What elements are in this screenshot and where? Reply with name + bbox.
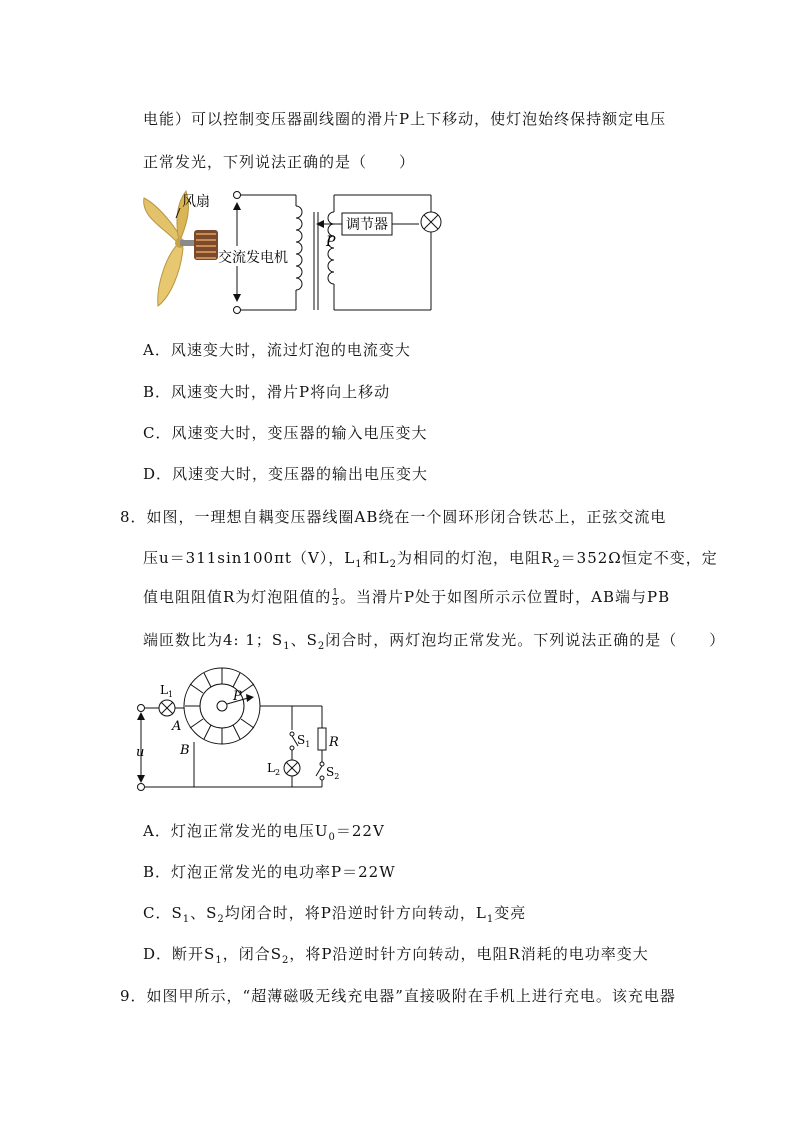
resistor-r (318, 728, 326, 750)
q7-text-line2: 正常发光，下列说法正确的是（ ） (143, 153, 416, 171)
q8-option-b: B．灯泡正常发光的电功率P＝22W (143, 863, 396, 881)
q7-option-d: D．风速变大时，变压器的输出电压变大 (143, 465, 429, 483)
label-l1: $L_1$ (160, 683, 174, 699)
label-s2: $S_2$ (326, 765, 340, 781)
generator-label: 交流发电机 (218, 250, 288, 266)
q8-text-line2: 压u＝311sin100πt（V），$L_1$和$L_2$为相同的灯泡，电阻$R_2=352\Omega$恒定不变，定 (143, 549, 718, 570)
q8-text-line4: 端匝数比为4: 1；$S_1$、$S_2$闭合时，两灯泡均正常发光。下列说法正确的是（ ） (143, 631, 726, 652)
q8-option-c: C．$S_1$、$S_2$均闭合时，将P沿逆时针方向转动，$L_1$变亮 (143, 904, 527, 925)
q8-option-d: D．断开$S_1$，闭合$S_2$，将P沿逆时针方向转动，电阻R消耗的电功率变大 (143, 945, 649, 966)
q9-text-line1: 9．如图甲所示，“超薄磁吸无线充电器”直接吸附在手机上进行充电。该充电器 (120, 987, 676, 1005)
q8-text-line1: 8．如图，一理想自耦变压器线圈AB绕在一个圆环形闭合铁芯上，正弦交流电 (120, 508, 667, 526)
q7-option-b: B．风速变大时，滑片P将向上移动 (143, 383, 391, 401)
q7-text-line1: 电能）可以控制变压器副线圈的滑片P上下移动，使灯泡始终保持额定电压 (143, 110, 667, 128)
label-b: B (180, 743, 190, 758)
q8-option-a: A．灯泡正常发光的电压$U_0=22V$ (143, 822, 385, 843)
regulator-label: 调节器 (346, 217, 388, 233)
q8-text-line3: 值电阻阻值R为灯泡阻值的 $\frac{1}{3}$ 。当滑片P处于如图所示示位置时，AB端与PB (143, 587, 671, 608)
label-p: P (233, 689, 242, 704)
q8-figure-autotransformer (132, 664, 342, 794)
label-r: R (329, 735, 339, 750)
label-l2: $L_2$ (267, 761, 281, 777)
q7-option-c: C．风速变大时，变压器的输入电压变大 (143, 424, 428, 442)
q7-figure-wind-generator (136, 186, 446, 316)
generator-coil-icon (194, 230, 218, 260)
slider-label: P (326, 234, 336, 250)
label-s1: $S_1$ (297, 733, 311, 749)
label-a: A (172, 719, 182, 734)
fan-label: 风扇 (182, 194, 210, 210)
label-u: u (136, 745, 145, 760)
q7-option-a: A．风速变大时，流过灯泡的电流变大 (143, 341, 411, 359)
fraction-one-third: $\frac{1}{3}$ (332, 587, 340, 608)
